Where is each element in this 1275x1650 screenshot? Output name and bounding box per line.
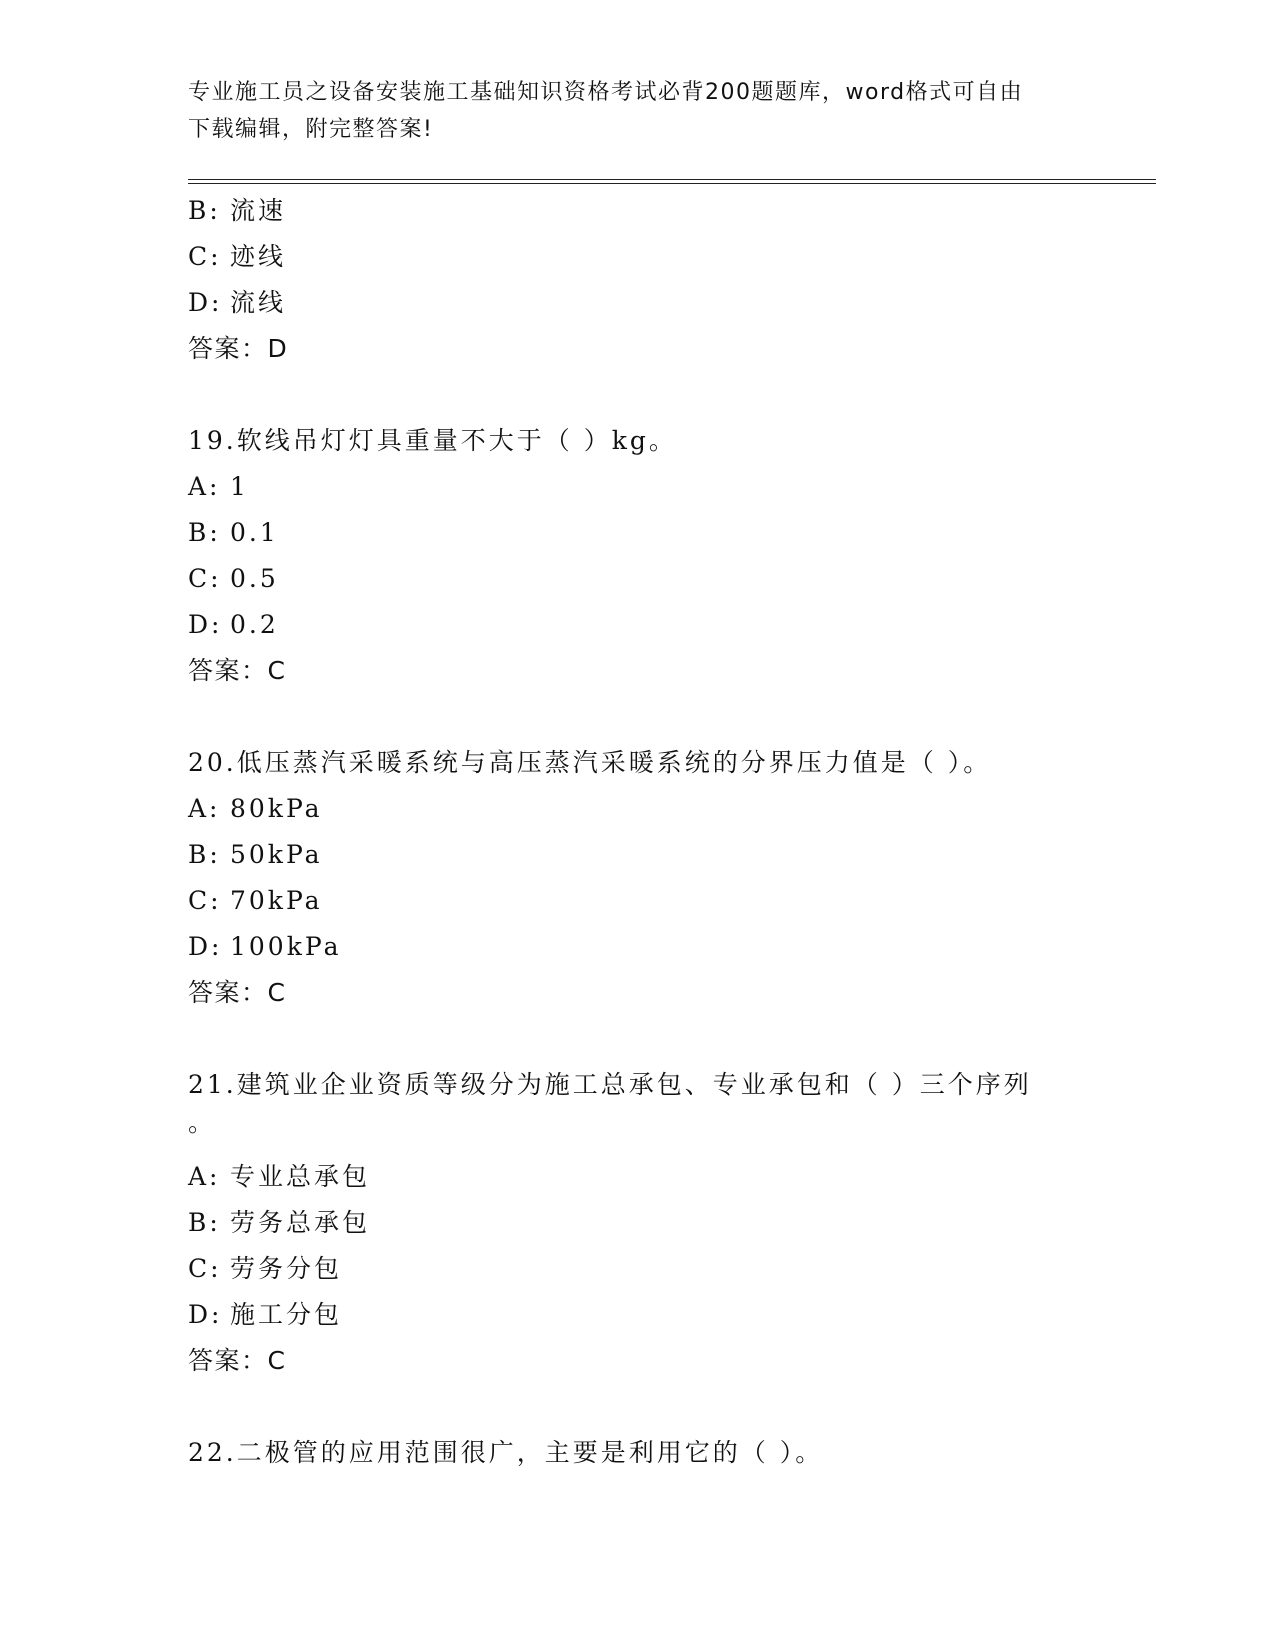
question-20 xyxy=(188,740,1088,1016)
option-letter: C: xyxy=(188,1254,222,1283)
option-letter: A: xyxy=(188,472,221,501)
spacer xyxy=(188,1016,1088,1062)
option-b xyxy=(188,188,1088,234)
header-divider-bottom xyxy=(188,183,1156,184)
option-b xyxy=(188,1200,1088,1246)
option-c xyxy=(188,556,1088,602)
option-b xyxy=(188,832,1088,878)
option-text: 70kPa xyxy=(230,886,323,915)
option-text: 1 xyxy=(230,472,249,501)
header-line-1: 专业施工员之设备安装施工基础知识资格考试必背200题题库，word格式可自由 xyxy=(188,80,1024,105)
option-letter: C: xyxy=(188,886,222,915)
question-stem-continuation xyxy=(188,1108,1088,1154)
option-text: 流速 xyxy=(230,196,287,225)
option-letter: D: xyxy=(188,288,223,317)
option-text: 0.2 xyxy=(230,610,279,639)
option-a xyxy=(188,1154,1088,1200)
answer: 答案：C xyxy=(188,1346,287,1375)
option-letter: A: xyxy=(188,794,221,823)
option-c xyxy=(188,234,1088,280)
option-letter: A: xyxy=(188,1162,221,1191)
option-letter: B: xyxy=(188,518,221,547)
option-text: 迹线 xyxy=(230,242,287,271)
option-letter: D: xyxy=(188,610,223,639)
option-text: 50kPa xyxy=(230,840,323,869)
option-c xyxy=(188,1246,1088,1292)
question-stem: 21.建筑业企业资质等级分为施工总承包、专业承包和（ ）三个序列 xyxy=(188,1070,1032,1099)
answer: 答案：D xyxy=(188,334,289,363)
option-text: 100kPa xyxy=(230,932,342,961)
option-letter: B: xyxy=(188,196,221,225)
option-text: 劳务分包 xyxy=(230,1254,343,1283)
option-d xyxy=(188,280,1088,326)
option-a xyxy=(188,786,1088,832)
question-19 xyxy=(188,418,1088,694)
question-stem: 22.二极管的应用范围很广，主要是利用它的（ ）。 xyxy=(188,1438,824,1467)
option-text: 施工分包 xyxy=(230,1300,343,1329)
question-18-tail xyxy=(188,188,1088,372)
option-letter: D: xyxy=(188,932,223,961)
option-letter: B: xyxy=(188,840,221,869)
spacer xyxy=(188,694,1088,740)
option-d xyxy=(188,1292,1088,1338)
answer: 答案：C xyxy=(188,656,287,685)
answer: 答案：C xyxy=(188,978,287,1007)
option-text: 劳务总承包 xyxy=(230,1208,371,1237)
option-a xyxy=(188,464,1088,510)
question-22 xyxy=(188,1430,1088,1476)
option-text: 专业总承包 xyxy=(230,1162,371,1191)
question-list xyxy=(188,188,1088,1476)
spacer xyxy=(188,372,1088,418)
option-b xyxy=(188,510,1088,556)
option-text: 流线 xyxy=(230,288,287,317)
option-d xyxy=(188,602,1088,648)
option-text: 0.1 xyxy=(230,518,279,547)
question-stem: 19.软线吊灯灯具重量不大于（ ）kg。 xyxy=(188,426,677,455)
header-divider-top xyxy=(188,179,1156,180)
question-stem: 20.低压蒸汽采暖系统与高压蒸汽采暖系统的分界压力值是（ ）。 xyxy=(188,748,992,777)
option-letter: C: xyxy=(188,242,222,271)
spacer xyxy=(188,1384,1088,1430)
option-letter: D: xyxy=(188,1300,223,1329)
option-text: 80kPa xyxy=(230,794,323,823)
option-letter: B: xyxy=(188,1208,221,1237)
option-d xyxy=(188,924,1088,970)
question-21 xyxy=(188,1062,1088,1384)
option-text: 0.5 xyxy=(230,564,279,593)
stem-continuation-text: 。 xyxy=(188,1108,214,1137)
option-c xyxy=(188,878,1088,924)
header-line-2: 下载编辑，附完整答案! xyxy=(188,117,434,142)
document-header xyxy=(188,74,1088,148)
option-letter: C: xyxy=(188,564,222,593)
